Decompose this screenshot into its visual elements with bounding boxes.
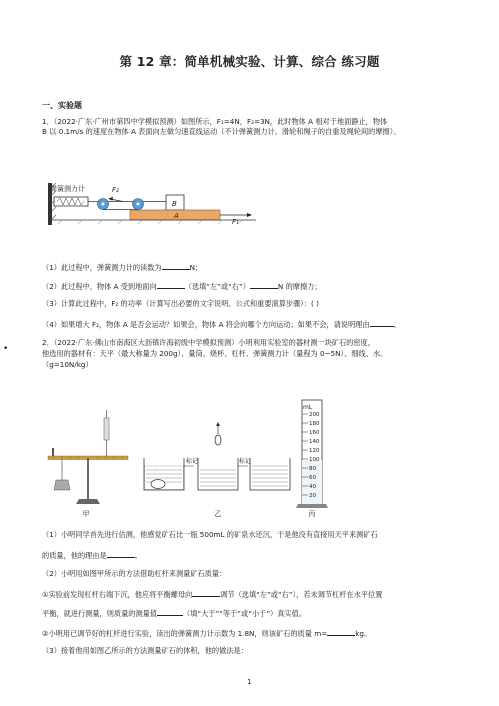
q2-part1-end: 。: [134, 551, 142, 560]
q1-figure: [48, 177, 258, 235]
q2-part2-1b-choice: （填“大于”“等于”或“小于”）真实值。: [183, 609, 306, 618]
cylinder-tick-label: 100: [309, 457, 320, 463]
q2-stem-line3: （g=10N/kg）: [42, 360, 93, 369]
section-heading: 一、实验题: [42, 101, 82, 110]
mark-label-2: 标记: [239, 458, 252, 465]
q2-part1-line2: [42, 549, 472, 561]
q1-part3: [42, 299, 472, 309]
cylinder-unit: mL: [303, 404, 313, 411]
answer-blank[interactable]: [162, 261, 190, 270]
cylinder-tick-label: 40: [309, 484, 316, 490]
q2-part2-1b: [42, 607, 472, 619]
q1-stem-line2: B 以 0.1m/s 的速度在物体 A 表面向左做匀速直线运动（不计弹簧测力计、滑轮和绳子的自重及绳轮间的摩擦）。: [42, 127, 401, 136]
label-bing: 丙: [308, 510, 316, 518]
q1-stem: [42, 117, 462, 137]
cylinder-tick-label: 180: [309, 421, 320, 427]
ground-hatching: [58, 220, 242, 224]
figure-yi: [144, 422, 290, 518]
spring-scale: [104, 418, 109, 440]
f1-arrowhead: [247, 213, 252, 217]
lift-arrowhead: [216, 422, 220, 426]
mark-label-1: 标记: [186, 458, 199, 465]
q2-part3: （3）接着他用如图乙所示的方法测量矿石的体积，他的做法是：: [42, 646, 248, 655]
f1-label: F₁: [232, 218, 239, 226]
page-title: 第 12 章：简单机械实验、计算、综合 练习题: [119, 54, 380, 69]
q2-part1-text: 的质量，他的理由是: [42, 551, 107, 560]
answer-blank[interactable]: [157, 607, 183, 616]
q1-part1-unit: N；: [189, 263, 203, 272]
f2-label: F₂: [112, 186, 119, 194]
q2-part2-2-text: ②小明用已调节好的杠杆进行实验，读出的弹簧测力计示数为 1.8N，则该矿石的质量 m=: [42, 629, 328, 638]
q1-part4: [42, 318, 472, 330]
block-b-label: B: [172, 200, 177, 208]
cylinder-tick-label: 60: [309, 475, 316, 481]
q2-part2: （2）小明用如图甲所示的方法借助杠杆来测量矿石质量：: [42, 569, 227, 578]
answer-blank[interactable]: [327, 627, 355, 636]
f2-arrowhead: [108, 197, 113, 201]
cylinder-tick-label: 120: [309, 448, 320, 454]
q1-part4-text: （4）如果增大 F₂，物体 A 是否会运动？如果会，物体 A 将会向哪个方向运动；如果不会，请说明理由: [42, 320, 370, 329]
cylinder-base: [296, 504, 328, 508]
cylinder-tick-label: 80: [309, 466, 316, 472]
cylinder-tick-label: 160: [309, 430, 320, 436]
q2-part1-line1: （1）小明同学首先进行估测，他感觉矿石比一瓶 500mL 的矿泉水还沉，于是他没有直接用天平来测矿石: [42, 530, 378, 539]
spring-balance: [54, 197, 88, 206]
q2-part2-2: [42, 627, 472, 639]
cylinder-tick-label: 200: [309, 412, 320, 418]
q2-stem-line2: 他选用的器材有：天平（最大称量为 200g）、量筒、烧杯、杠杆、弹簧测力计（量程为 0~5N）、细线、水。: [42, 349, 388, 358]
cylinder-tick-label: 140: [309, 439, 320, 445]
q2-part2-1b-text: 平衡，就进行测量，则质量的测量值: [42, 609, 158, 618]
q1-part3-paren: ( ): [311, 299, 319, 308]
label-jia: 甲: [82, 510, 90, 518]
q2-stem: [42, 337, 462, 370]
spring-balance-label: 弹簧测力计: [50, 185, 85, 193]
q1-part4-end: 。: [393, 320, 401, 329]
answer-blank[interactable]: [250, 280, 278, 289]
q1-part1-text: （1）此过程中，弹簧测力计的读数为: [42, 263, 162, 272]
margin-bullet: •: [3, 344, 9, 354]
figure-bing: [296, 400, 328, 518]
label-yi: 乙: [214, 510, 222, 518]
q2-stem-line1: 2．（2022·广东·佛山市南海区大沥镇许海初级中学模拟预测）小明利用实验室的器材测一块矿石的密度，: [42, 338, 375, 347]
figure-jia: [48, 410, 128, 518]
ore-in-beaker: [151, 480, 165, 489]
answer-blank[interactable]: [370, 318, 394, 327]
ore-sample: [54, 480, 70, 490]
q1-part2-choice: （选填“左”或“右”）: [184, 282, 250, 291]
q2-part2-1-text: ①实验前发现杠杆右端下沉，他应将平衡螺母向: [42, 590, 193, 599]
answer-blank[interactable]: [157, 280, 185, 289]
q1-part2-text: （2）此过程中，物体 A 受到地面向: [42, 282, 157, 291]
balance-nut: [52, 448, 54, 456]
q2-figure: [40, 398, 360, 518]
answer-blank[interactable]: [192, 588, 220, 597]
q1-part3-text: （3）计算此过程中，F₂ 的功率（计算写出必要的文字说明、公式和重要演算步骤）：: [42, 299, 312, 308]
q2-part2-1-choice: 调节（选填“左”或“右”），若未调节杠杆在水平位置: [220, 590, 383, 599]
answer-blank[interactable]: [107, 549, 135, 558]
q2-part2-1: [42, 588, 472, 600]
q1-part2: [42, 280, 472, 292]
q1-stem-line1: 1．（2022·广东·广州市第四中学模拟预测）如图所示，F₁=4N，F₂=3N，此时物体 A 相对于地面静止，物体: [42, 117, 388, 126]
ore-lifted: [215, 435, 221, 445]
cylinder-tick-label: 20: [309, 493, 316, 499]
q1-part2-unit: N 的摩擦力；: [277, 282, 322, 291]
pulley-left-axle: [102, 203, 105, 206]
lever-base: [76, 499, 100, 504]
page-number: 1: [247, 678, 252, 686]
pulley-right-axle: [137, 203, 140, 206]
q1-part1: [42, 261, 472, 273]
block-a-label: A: [174, 212, 179, 220]
q2-part2-2-unit: kg。: [355, 629, 372, 638]
